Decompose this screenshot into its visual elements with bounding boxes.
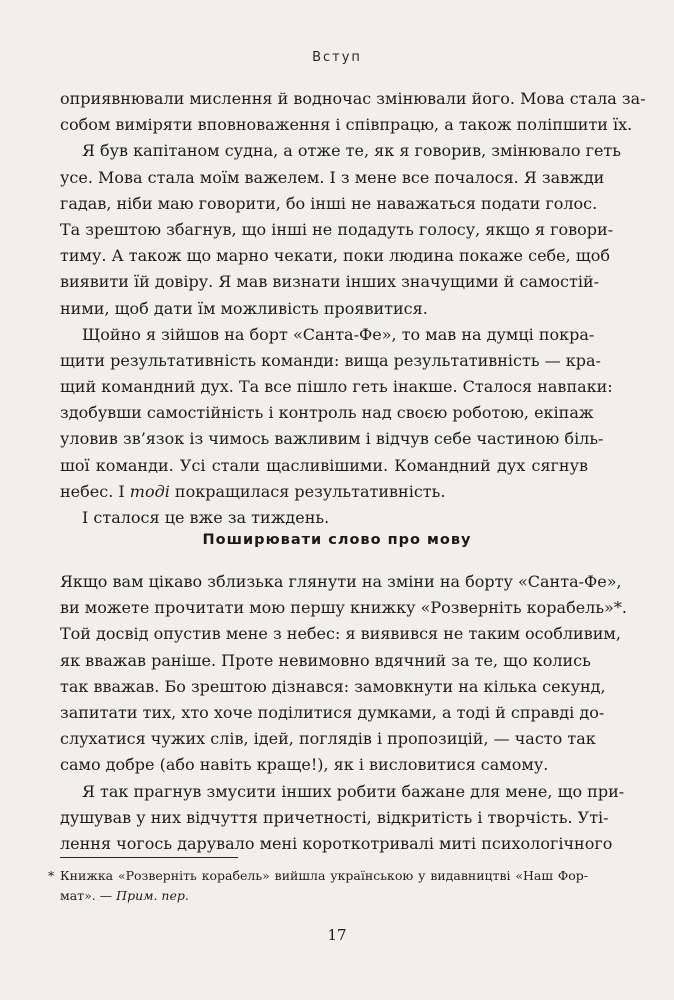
text-line: здобувши самостійність і контроль над своєю роботою, екіпаж <box>60 403 594 423</box>
text-line: виявити їй довіру. Я мав визнати інших значущими й самостій- <box>60 272 600 292</box>
text-line: ними, щоб дати їм можливість проявитися. <box>60 298 428 318</box>
text-line: собом виміряти вповноваження і співпрацю, а також поліпшити їх. <box>60 115 633 135</box>
text-line: щий командний дух. Та все пішло геть інакше. Сталося навпаки: <box>60 377 613 397</box>
text-line: гадав, ніби маю говорити, бо інші не наважаться подати голос. <box>60 193 598 213</box>
text-line: так вважав. Бо зрештою дізнався: замовкнути на кілька секунд, <box>60 676 606 696</box>
text-span: мат». — <box>60 888 117 903</box>
text-line <box>60 479 588 505</box>
footnote-line: Книжка «Розверніть корабель» вийшла українською у видавництві «Наш Фор- <box>60 868 588 883</box>
emphasis-text: Прим. пер. <box>116 888 189 903</box>
text-line: усе. Мова стала моїм важелем. І з мене все почалося. Я завжди <box>60 167 605 187</box>
text-line: душував у них відчуття причетності, відкритість і творчість. Уті- <box>60 807 609 827</box>
text-line: Щойно я зійшов на борт «Санта-Фе», то мав на думці покра- <box>82 324 595 344</box>
text-line: уловив зв’язок із чимось важливим і відчув себе частиною біль- <box>60 429 604 449</box>
section-heading: Поширювати слово про мову <box>202 532 472 548</box>
text-line: само добре (або навіть краще!), як і висловитися самому. <box>60 755 549 775</box>
text-span: небес. І <box>60 481 130 501</box>
body-text-bottom <box>60 569 627 857</box>
text-line: Та зрештою збагнув, що інші не подадуть голосу, якщо я говори- <box>60 219 614 239</box>
text-line: І сталося це вже за тиждень. <box>82 508 330 527</box>
text-line: Якщо вам цікаво зблизька глянути на зміни на борту «Санта-Фе», <box>60 572 622 591</box>
text-line: як вважав раніше. Проте невимовно вдячний за те, що колись <box>60 650 591 670</box>
text-line: ви можете прочитати мою першу книжку «Розверніть корабель»*. <box>60 598 627 618</box>
text-line: щити результативність команди: вища результативність — кра- <box>60 350 601 370</box>
footnote-marker: * <box>48 868 55 883</box>
text-line: Я так прагнув змусити інших робити бажане для мене, що при- <box>82 781 625 801</box>
text-line: слухатися чужих слів, ідей, поглядів і пропозицій, — часто так <box>60 729 596 749</box>
text-line: Я був капітаном судна, а отже те, як я говорив, змінювало геть <box>82 141 621 161</box>
text-line: лення чогось дарувало мені короткотривалі миті психологічного <box>60 833 613 853</box>
text-line: тиму. А також що марно чекати, поки людина покаже себе, щоб <box>60 246 610 266</box>
text-line: запитати тих, хто хоче поділитися думками, а тоді й справді до- <box>60 702 605 722</box>
text-line: оприявнювали мислення й водночас змінювали його. Мова стала за- <box>60 89 646 108</box>
body-text-top <box>60 86 646 531</box>
emphasis-text: тоді <box>129 481 170 501</box>
footnote-line <box>60 886 588 906</box>
text-line: шої команди. Усі стали щасливішими. Командний дух сягнув <box>60 455 588 475</box>
footnote-divider <box>60 857 238 858</box>
page-number: 17 <box>327 926 347 944</box>
text-line: Той досвід опустив мене з небес: я виявився не таким особливим, <box>60 624 621 644</box>
text-span: покращилася результативність. <box>169 481 446 501</box>
footnote <box>48 866 588 906</box>
running-head: Вступ <box>312 50 362 65</box>
